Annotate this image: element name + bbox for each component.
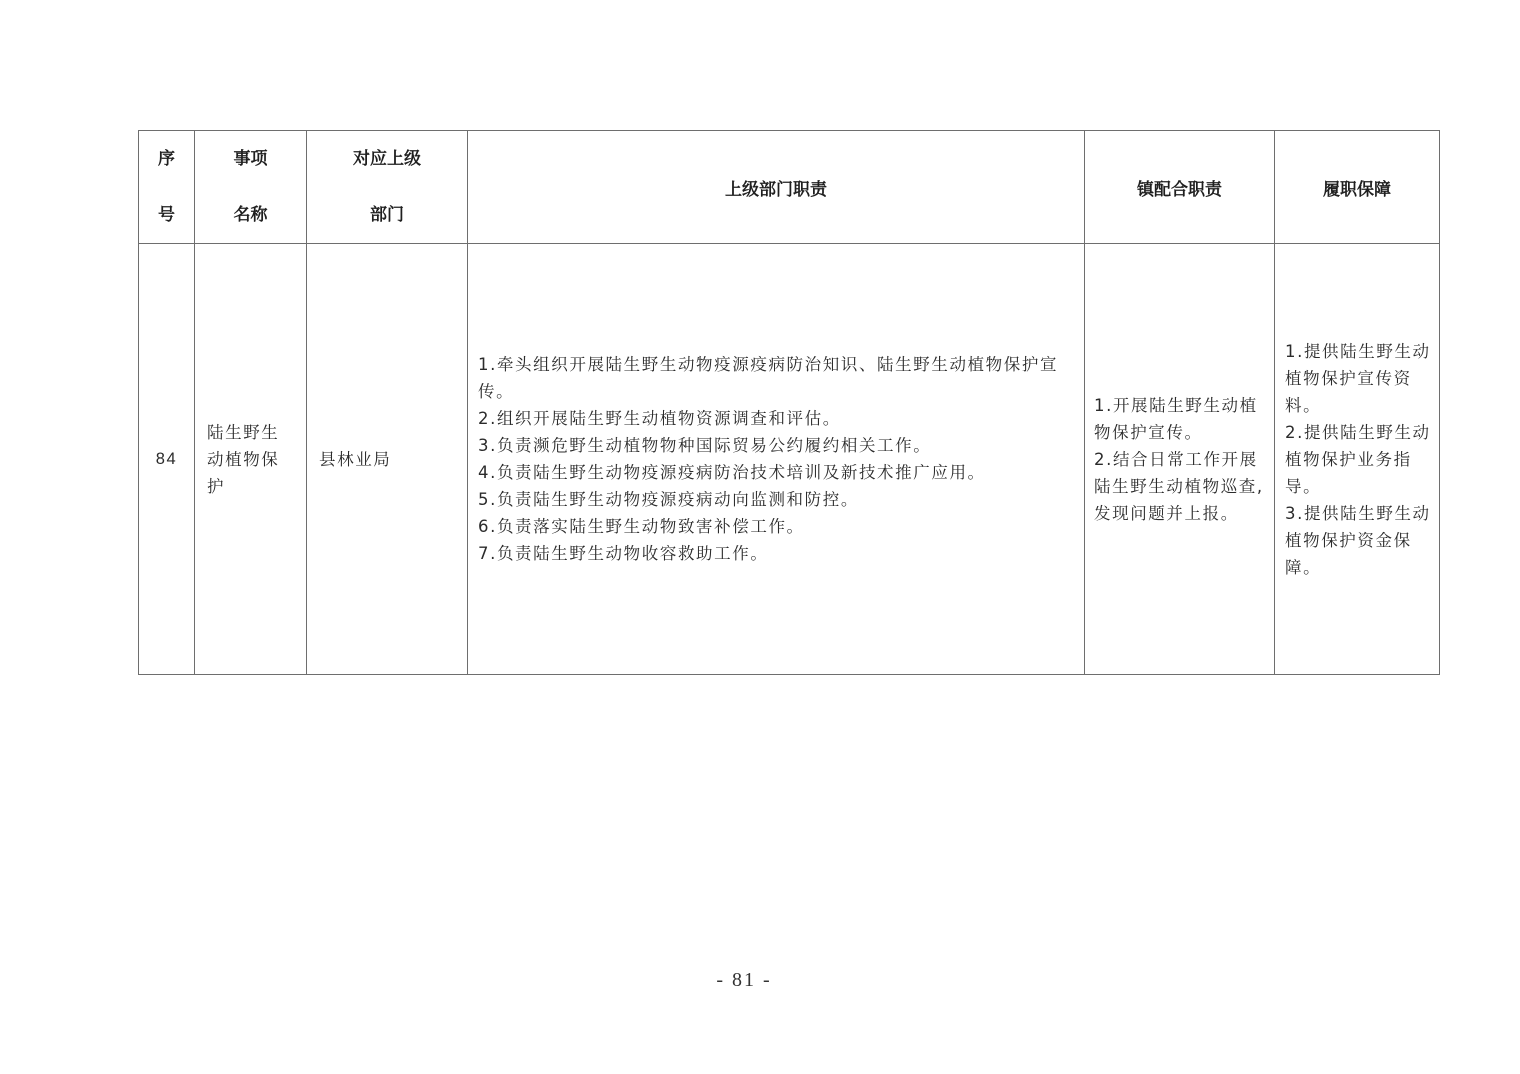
header-upper-dept-line2: 部门 [370,205,404,225]
guarantee-item: 1.提供陆生野生动植物保护宣传资料。 [1285,341,1431,415]
upper-duty-item: 6.负责落实陆生野生动物致害补偿工作。 [478,517,805,536]
row-upper-duty [468,244,1085,675]
upper-duty-item: 5.负责陆生野生动物疫源疫病动向监测和防控。 [478,490,859,509]
upper-duty-item: 7.负责陆生野生动物收容救助工作。 [478,544,769,563]
header-index-line2: 号 [158,205,175,225]
upper-duty-item: 4.负责陆生野生动物疫源疫病防治技术培训及新技术推广应用。 [478,463,986,482]
row-upper-dept: 县林业局 [307,244,468,675]
guarantee-item: 3.提供陆生野生动植物保护资金保障。 [1285,503,1431,577]
row-index: 84 [139,244,195,675]
guarantee-item: 2.提供陆生野生动植物保护业务指导。 [1285,422,1431,496]
town-duty-item: 1.开展陆生野生动植物保护宣传。 [1094,395,1258,442]
table-header-row [139,131,1440,244]
header-index [139,131,195,244]
header-item-name-line1: 事项 [233,149,268,169]
header-upper-dept-line1: 对应上级 [353,149,421,169]
duty-table [138,130,1440,675]
header-upper-dept [307,131,468,244]
row-town-duty [1085,244,1275,675]
header-item-name [195,131,307,244]
header-index-line1: 序 [158,149,175,169]
row-guarantee [1275,244,1440,675]
upper-duty-item: 3.负责濒危野生动植物物种国际贸易公约履约相关工作。 [478,436,932,455]
upper-duty-item: 2.组织开展陆生野生动植物资源调查和评估。 [478,409,841,428]
table-row [139,244,1440,675]
row-item-name: 陆生野生动植物保护 [195,244,307,675]
header-item-name-line2: 名称 [233,205,268,225]
header-guarantee: 履职保障 [1275,131,1440,244]
town-duty-item: 2.结合日常工作开展陆生野生动植物巡查,发现问题并上报。 [1094,449,1264,523]
header-upper-duty: 上级部门职责 [468,131,1085,244]
upper-duty-item: 1.牵头组织开展陆生野生动物疫源疫病防治知识、陆生野生动植物保护宣传。 [478,355,1059,401]
page-number: - 81 - [716,969,772,991]
header-town-duty: 镇配合职责 [1085,131,1275,244]
